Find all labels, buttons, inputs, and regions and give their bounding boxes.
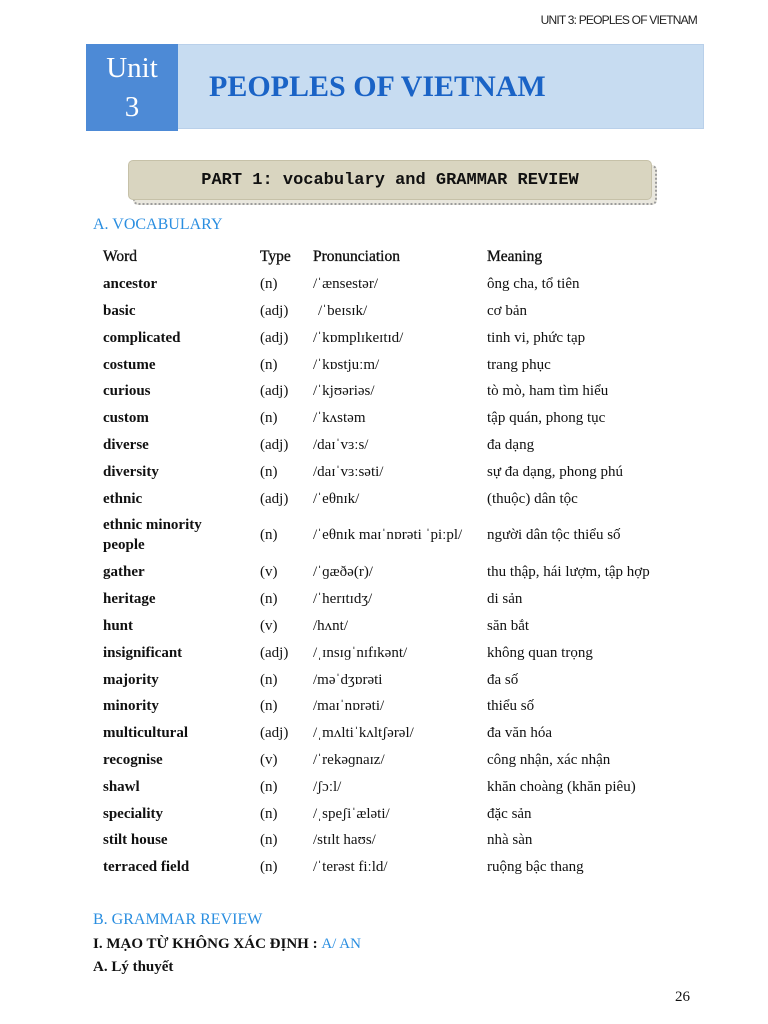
vocab-pronunciation: /ˈkʌstəm	[313, 410, 366, 427]
vocab-type: (n)	[260, 276, 278, 293]
vocab-type: (v)	[260, 751, 278, 768]
unit-box	[86, 44, 178, 131]
table-row	[103, 720, 697, 747]
vocab-type: (n)	[260, 527, 278, 544]
vocab-pronunciation: /ˈɡæðə(r)/	[313, 564, 373, 581]
vocab-pronunciation: /maɪˈnɒrəti/	[313, 698, 385, 715]
vocab-pronunciation: /daɪˈvɜːs/	[313, 436, 369, 453]
part-banner	[128, 160, 657, 205]
vocab-meaning: săn bắt	[487, 617, 530, 634]
vocab-type: (n)	[260, 463, 278, 480]
vocab-word: ethnic	[103, 490, 143, 507]
table-row	[103, 639, 697, 666]
banner-face	[128, 160, 652, 200]
vocab-meaning: không quan trọng	[487, 644, 593, 661]
table-row	[103, 747, 697, 774]
vocab-meaning: cơ bản	[487, 302, 527, 319]
table-row	[103, 298, 697, 325]
vocab-meaning: di sản	[487, 591, 523, 608]
vocab-type: (v)	[260, 564, 278, 581]
vocab-type: (v)	[260, 617, 278, 634]
vocab-meaning: đa số	[487, 671, 519, 688]
vocab-word: gather	[103, 564, 145, 581]
vocab-pronunciation: /daɪˈvɜːsəti/	[313, 463, 384, 480]
table-row	[103, 613, 697, 640]
vocab-meaning: sự đa dạng, phong phú	[487, 463, 624, 480]
column-header-pronunciation: Pronunciation	[313, 248, 400, 266]
table-row	[103, 378, 697, 405]
table-row	[103, 559, 697, 586]
vocab-type: (n)	[260, 591, 278, 608]
table-row	[103, 666, 697, 693]
column-header-word: Word	[103, 248, 138, 266]
vocab-word: diverse	[103, 436, 149, 453]
vocab-word: costume	[103, 356, 156, 373]
table-row	[103, 405, 697, 432]
title-block	[86, 44, 704, 131]
vocab-word: multicultural	[103, 725, 188, 742]
table-row	[103, 271, 697, 298]
table-row	[103, 351, 697, 378]
vocab-type: (n)	[260, 698, 278, 715]
vocab-meaning: nhà sàn	[487, 832, 533, 849]
column-header-meaning: Meaning	[487, 248, 543, 266]
vocab-word: recognise	[103, 751, 163, 768]
vocab-word: basic	[103, 302, 136, 319]
vocab-pronunciation: /ˌmʌltiˈkʌltʃərəl/	[313, 725, 414, 742]
vocab-type: (n)	[260, 832, 278, 849]
vocabulary-heading: A. VOCABULARY	[93, 216, 223, 233]
vocab-meaning: thu thập, hái lượm, tập hợp	[487, 564, 650, 581]
table-row	[103, 432, 697, 459]
vocab-pronunciation: /ʃɔːl/	[313, 778, 342, 795]
vocab-meaning: đa dạng	[487, 436, 535, 453]
grammar-subheading	[93, 935, 361, 953]
vocab-type: (n)	[260, 805, 278, 822]
table-header-row	[103, 244, 697, 271]
vocab-type: (adj)	[260, 329, 289, 346]
vocab-pronunciation: /stɪlt haʊs/	[313, 832, 376, 849]
vocab-pronunciation: /ˈterəst fiːld/	[313, 859, 388, 876]
table-row	[103, 773, 697, 800]
vocab-type: (adj)	[260, 383, 289, 400]
vocab-word: curious	[103, 383, 151, 400]
part-banner-text: PART 1: vocabulary and GRAMMAR REVIEW	[201, 170, 579, 190]
vocab-meaning: (thuộc) dân tộc	[487, 490, 578, 507]
table-row	[103, 512, 697, 559]
running-header: UNIT 3: PEOPLES OF VIETNAM	[540, 13, 697, 27]
vocab-word: speciality	[103, 805, 163, 822]
vocab-word: terraced field	[103, 859, 190, 876]
vocab-word: minority	[103, 698, 159, 715]
vocab-word: shawl	[103, 778, 140, 795]
vocab-pronunciation: /ˌɪnsɪɡˈnɪfɪkənt/	[313, 644, 408, 661]
vocab-word: complicated	[103, 329, 181, 346]
vocab-pronunciation: /ˌspeʃiˈæləti/	[313, 805, 390, 822]
vocab-meaning: tò mò, ham tìm hiểu	[487, 383, 609, 400]
vocab-pronunciation: /hʌnt/	[313, 617, 349, 634]
unit-label: Unit	[106, 51, 158, 84]
vocab-word: majority	[103, 671, 159, 688]
table-row	[103, 800, 697, 827]
vocab-word: diversity	[103, 463, 159, 480]
vocab-pronunciation: /ˈeθnɪk/	[313, 490, 360, 507]
vocab-type: (n)	[260, 671, 278, 688]
vocab-type: (n)	[260, 356, 278, 373]
vocab-meaning: thiểu số	[487, 698, 535, 715]
page-title: PEOPLES OF VIETNAM	[209, 69, 546, 103]
vocab-meaning: ông cha, tổ tiên	[487, 276, 580, 293]
table-row	[103, 485, 697, 512]
vocab-word: hunt	[103, 617, 134, 634]
vocab-pronunciation: /ˈkɒstjuːm/	[313, 356, 380, 373]
vocab-word: ancestor	[103, 276, 158, 293]
vocab-meaning: khăn choàng (khăn piêu)	[487, 778, 636, 795]
page-number: 26	[675, 989, 690, 1005]
vocab-word: heritage	[103, 591, 156, 608]
vocab-pronunciation: /ˈeθnɪk maɪˈnɒrəti ˈpiːpl/	[313, 527, 463, 544]
vocab-meaning: trang phục	[487, 356, 551, 373]
column-header-type: Type	[260, 248, 291, 266]
vocab-type: (n)	[260, 410, 278, 427]
grammar-subsection: A. Lý thuyết	[93, 959, 174, 975]
vocab-word: insignificant	[103, 644, 183, 661]
vocab-pronunciation: /ˈkɒmplɪkeɪtɪd/	[313, 329, 404, 346]
vocab-pronunciation: /məˈdʒɒrəti	[313, 671, 383, 688]
grammar-heading: B. GRAMMAR REVIEW	[93, 911, 263, 928]
table-row	[103, 586, 697, 613]
vocab-meaning: đa văn hóa	[487, 725, 552, 742]
vocab-meaning: tinh vi, phức tạp	[487, 329, 586, 346]
vocab-pronunciation: /ˈherɪtɪdʒ/	[313, 591, 373, 608]
vocab-word: ethnic minority people	[103, 517, 202, 554]
vocab-type: (n)	[260, 859, 278, 876]
vocabulary-table	[103, 244, 697, 881]
vocab-pronunciation: /ˈrekəɡnaɪz/	[313, 751, 385, 768]
vocab-type: (n)	[260, 778, 278, 795]
vocab-pronunciation: /ˈænsestər/	[313, 276, 378, 293]
vocab-word: custom	[103, 410, 149, 427]
vocab-type: (adj)	[260, 644, 289, 661]
table-row	[103, 458, 697, 485]
title-box	[178, 44, 704, 129]
table-row	[103, 693, 697, 720]
vocab-meaning: tập quán, phong tục	[487, 410, 606, 427]
vocab-word: stilt house	[103, 832, 168, 849]
vocab-pronunciation: /ˈbeɪsɪk/	[318, 302, 368, 319]
vocab-type: (adj)	[260, 490, 289, 507]
vocab-type: (adj)	[260, 436, 289, 453]
vocab-pronunciation: /ˈkjʊəriəs/	[313, 383, 375, 400]
table-row	[103, 854, 697, 881]
unit-number: 3	[124, 90, 140, 123]
table-row	[103, 827, 697, 854]
vocab-meaning: đặc sản	[487, 805, 532, 822]
grammar-subheading-highlight: A/ AN	[321, 936, 361, 952]
vocab-meaning: công nhận, xác nhận	[487, 751, 611, 768]
table-row	[103, 324, 697, 351]
vocab-type: (adj)	[260, 302, 289, 319]
grammar-subheading-prefix: I. MẠO TỪ KHÔNG XÁC ĐỊNH :	[93, 936, 318, 952]
vocab-type: (adj)	[260, 725, 289, 742]
vocab-meaning: người dân tộc thiểu số	[487, 527, 621, 544]
vocab-meaning: ruộng bậc thang	[487, 859, 584, 876]
